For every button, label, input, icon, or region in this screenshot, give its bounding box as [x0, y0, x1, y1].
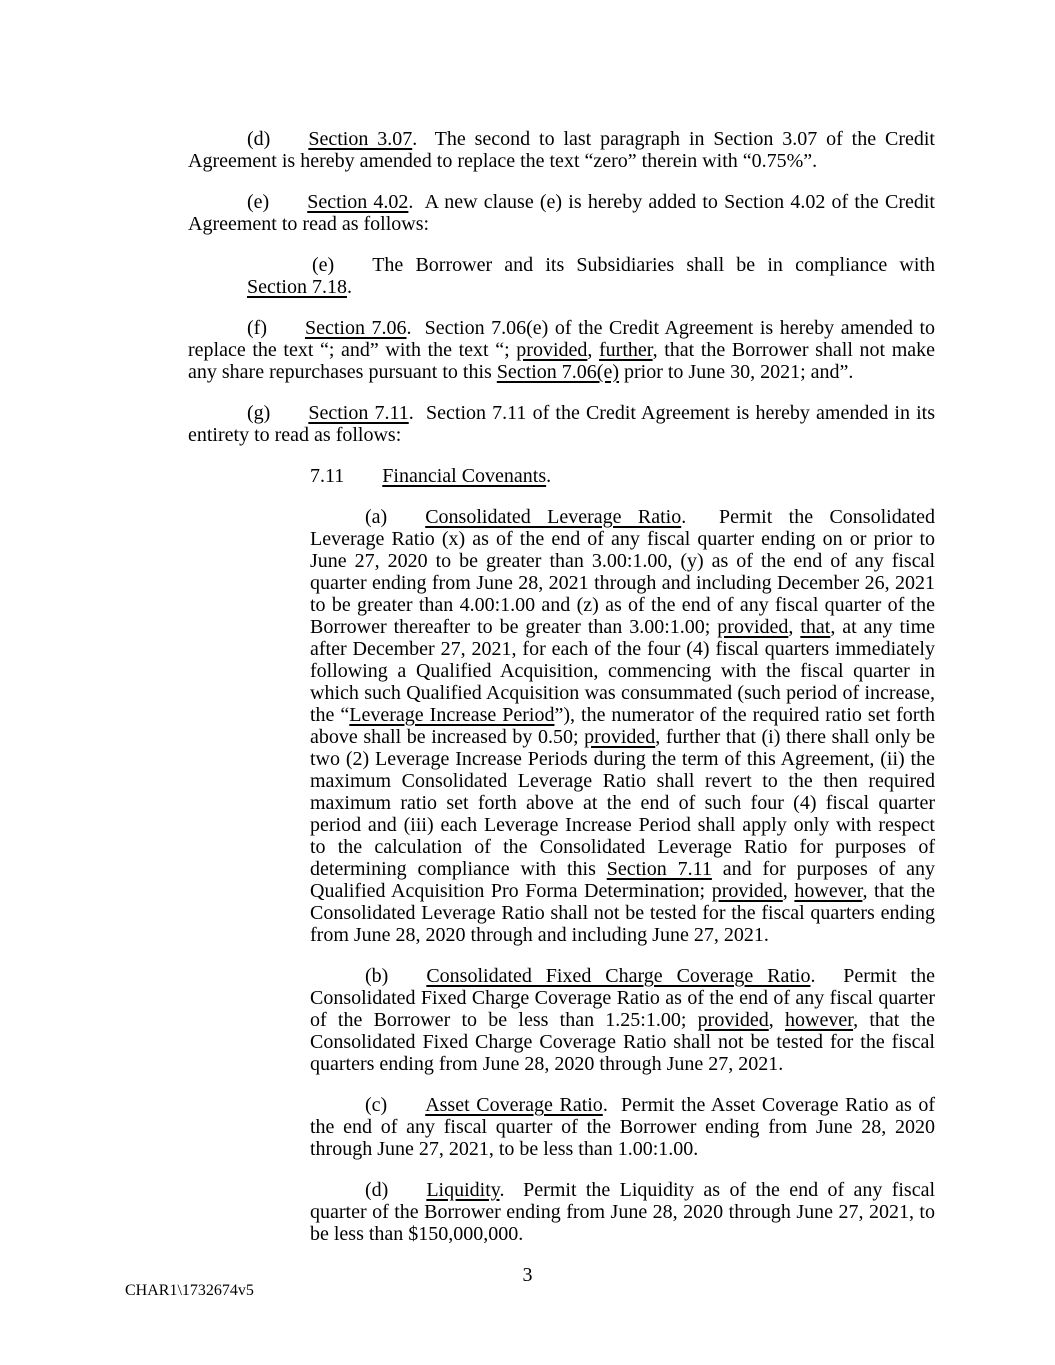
- underlined-text: Financial Covenants: [382, 465, 547, 487]
- quoted-clause-e: [247, 254, 935, 298]
- underlined-text: Section 7.06: [304, 317, 407, 339]
- covenant-d-liquidity: [310, 1179, 935, 1245]
- text-run: (d): [365, 1179, 389, 1201]
- covenant-a-consolidated-leverage-ratio: [310, 506, 935, 946]
- clause-d-section-3-07: [188, 128, 935, 172]
- underlined-text: Consolidated Leverage Ratio: [425, 506, 682, 528]
- text-run: (e): [247, 191, 270, 213]
- document-control-number: CHAR1\1732674v5: [125, 1282, 254, 1299]
- text-run: . Permit the Consolidated Fixed Charge Coverage Ratio as of the end of any fiscal quarter of the Borrower to be less than 1.25:1.00;: [310, 965, 935, 1031]
- underlined-text: provided: [584, 726, 656, 748]
- text-run: The Borrower and its Subsidiaries shall be in compliance with: [372, 254, 935, 276]
- clause-g-section-7-11: [188, 402, 935, 446]
- text-run: . The second to last paragraph in Section 3.07 of the Credit Agreement is hereby amended to replace the text “zero” therein with “0.75%”.: [188, 128, 935, 172]
- text-run: . Permit the Consolidated Leverage Ratio (x) as of the end of any fiscal quarter ending on or prior to June 27, 2020 to be greater than 3.00:1.00, (y) as of the end of any fiscal quarter ending from June 28, 2021 through and including December 26, 2021 to be greater than 4.00:1.00 and (z) as of the end of any fiscal quarter of the Borrower thereafter to be greater than 3.00:1.00;: [310, 506, 936, 638]
- text-run: . Permit the Liquidity as of the end of any fiscal quarter of the Borrower ending from June 28, 2020 through June 27, 2021, to be less than $150,000,000.: [310, 1179, 935, 1245]
- text-run: (d): [247, 128, 271, 150]
- text-run: , at any time after December 27, 2021, for each of the four (4) fiscal quarters immediately following a Qualified Acquisition, commencing with the fiscal quarter in which such Qualified Acquisition was consummated (such period of increase, the “: [310, 616, 935, 726]
- underlined-text: Liquidity: [426, 1179, 500, 1201]
- underlined-text: Consolidated Fixed Charge Coverage Ratio: [426, 965, 811, 987]
- underlined-text: Section 3.07: [308, 128, 413, 150]
- underlined-text: Section 7.11: [308, 402, 409, 424]
- underlined-text: provided: [516, 339, 588, 361]
- text-run: . A new clause (e) is hereby added to Section 4.02 of the Credit Agreement to read as follows:: [188, 191, 935, 235]
- text-run: (e): [312, 254, 335, 276]
- text-run: ,: [768, 1009, 786, 1031]
- covenant-b-fixed-charge-coverage: [310, 965, 935, 1075]
- text-run: ,: [587, 339, 599, 361]
- text-run: , that the Consolidated Fixed Charge Coverage Ratio shall not be tested for the fiscal quarters ending from June 28, 2020 through June 27, 2021.: [310, 1009, 935, 1075]
- text-run: (g): [247, 402, 271, 424]
- text-run: , that the Borrower shall not make any share repurchases pursuant to this: [188, 339, 936, 383]
- underlined-text: that: [800, 616, 831, 638]
- text-run: .: [347, 276, 352, 298]
- underlined-text: Asset Coverage Ratio: [425, 1094, 603, 1116]
- text-run: (c): [365, 1094, 388, 1116]
- text-run: (b): [365, 965, 389, 987]
- text-run: .: [546, 465, 552, 487]
- underlined-text: Section 7.06(e): [496, 361, 619, 383]
- underlined-text: provided: [697, 1009, 769, 1031]
- covenant-c-asset-coverage: [310, 1094, 935, 1160]
- text-run: (f): [247, 317, 267, 339]
- text-run: . Section 7.06(e) of the Credit Agreement is hereby amended to replace the text “; and” with the text “;: [188, 317, 936, 361]
- text-run: , further that (i) there shall only be two (2) Leverage Increase Periods during the term of this Agreement, (ii) the maximum Consolidated Leverage Ratio shall revert to the then required maximum ratio set forth above at the end of such four (4) fiscal quarter period and (iii) each Leverage Increase Period shall apply only with respect to the calculation of the Consolidated Leverage Ratio for purposes of determining compliance with this: [310, 726, 935, 880]
- clause-f-section-7-06: [188, 317, 935, 383]
- text-run: . Permit the Asset Coverage Ratio as of the end of any fiscal quarter of the Borrower ending from June 28, 2020 through June 27, 2021, to be less than 1.00:1.00.: [310, 1094, 935, 1160]
- underlined-text: however: [794, 880, 863, 902]
- underlined-text: Section 4.02: [307, 191, 409, 213]
- document-body: [188, 128, 935, 1264]
- page-number: 3: [522, 1264, 533, 1286]
- clause-e-section-4-02: [188, 191, 935, 235]
- underlined-text: Section 7.11: [606, 858, 712, 880]
- text-run: ,: [782, 880, 795, 902]
- underlined-text: provided: [711, 880, 783, 902]
- underlined-text: provided: [717, 616, 789, 638]
- underlined-text: Leverage Increase Period: [349, 704, 555, 726]
- underlined-text: further: [599, 339, 653, 361]
- underlined-text: however: [785, 1009, 854, 1031]
- text-run: . Section 7.11 of the Credit Agreement is hereby amended in its entirety to read as follows:: [188, 402, 935, 446]
- text-run: and for purposes of any Qualified Acquisition Pro Forma Determination;: [310, 858, 936, 902]
- text-run: (a): [365, 506, 388, 528]
- text-run: 7.11: [310, 465, 345, 487]
- text-run: prior to June 30, 2021; and”.: [619, 361, 854, 383]
- text-run: ”), the numerator of the required ratio set forth above shall be increased by 0.50;: [310, 704, 935, 748]
- heading-financial-covenants: [310, 465, 935, 487]
- underlined-text: Section 7.18: [247, 276, 347, 298]
- text-run: , that the Consolidated Leverage Ratio shall not be tested for the fiscal quarters ending from June 28, 2020 through and including June 27, 2021.: [310, 880, 936, 946]
- text-run: ,: [788, 616, 801, 638]
